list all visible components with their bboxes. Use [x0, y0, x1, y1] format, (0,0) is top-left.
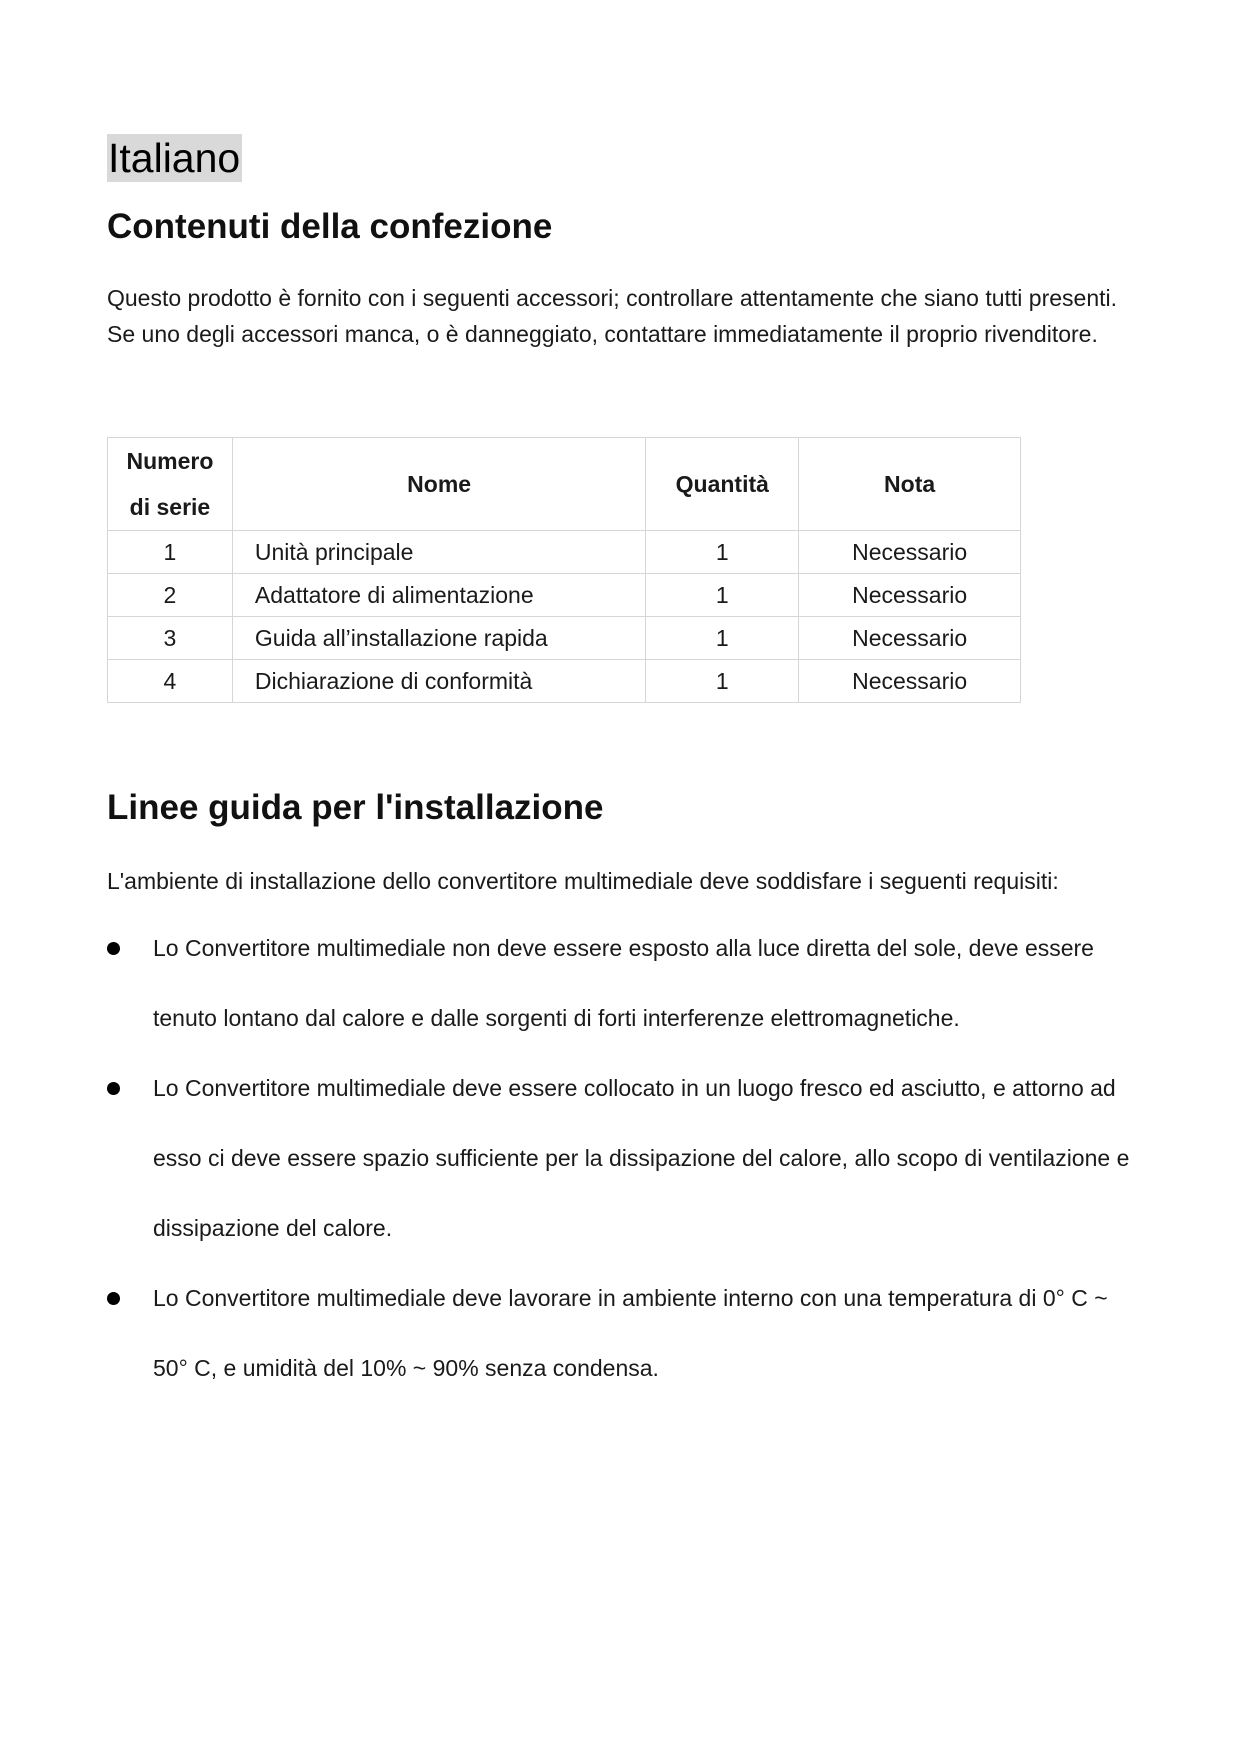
- cell-name: Adattatore di alimentazione: [232, 574, 645, 617]
- cell-quantity: 1: [646, 531, 799, 574]
- cell-name: Guida all’installazione rapida: [232, 617, 645, 660]
- header-serial-number-line2: di serie: [129, 494, 211, 520]
- package-contents-title: Contenuti della confezione: [107, 207, 553, 246]
- list-item-text: Lo Convertitore multimediale deve essere collocato in un luogo fresco ed asciutto, e attorno ad esso ci deve essere spazio sufficiente per la dissipazione del calore, allo scopo di ventilazione e dissipazione del calore.: [153, 1075, 1130, 1241]
- installation-intro-paragraph: L'ambiente di installazione dello convertitore multimediale deve soddisfare i seguenti requisiti:: [107, 868, 1059, 894]
- list-item: [107, 913, 1137, 1053]
- header-quantity: Quantità: [646, 438, 799, 531]
- cell-name: Unità principale: [232, 531, 645, 574]
- language-heading: Italiano: [108, 135, 241, 181]
- header-serial-number-line1: Numero: [126, 448, 214, 474]
- cell-note: Necessario: [799, 617, 1021, 660]
- list-item-text: Lo Convertitore multimediale deve lavorare in ambiente interno con una temperatura di 0° C ~ 50° C, e umidità del 10% ~ 90% senza condensa.: [153, 1285, 1108, 1381]
- table-row: [108, 617, 1021, 660]
- header-name: Nome: [232, 438, 645, 531]
- table-header-row: [108, 438, 1021, 531]
- installation-requirements-list: [107, 913, 1137, 1403]
- cell-name: Dichiarazione di conformità: [232, 660, 645, 703]
- bullet-dot-icon: [107, 942, 120, 955]
- package-contents-table: [107, 437, 1021, 703]
- cell-number: 2: [108, 574, 233, 617]
- cell-quantity: 1: [646, 660, 799, 703]
- cell-quantity: 1: [646, 574, 799, 617]
- list-item: [107, 1053, 1137, 1263]
- cell-quantity: 1: [646, 617, 799, 660]
- cell-number: 4: [108, 660, 233, 703]
- list-item-text: Lo Convertitore multimediale non deve essere esposto alla luce diretta del sole, deve essere tenuto lontano dal calore e dalle sorgenti di forti interferenze elettromagnetiche.: [153, 935, 1094, 1031]
- bullet-dot-icon: [107, 1082, 120, 1095]
- cell-note: Necessario: [799, 660, 1021, 703]
- cell-note: Necessario: [799, 574, 1021, 617]
- bullet-dot-icon: [107, 1292, 120, 1305]
- table-row: [108, 660, 1021, 703]
- list-item: [107, 1263, 1137, 1403]
- table-row: [108, 531, 1021, 574]
- cell-number: 1: [108, 531, 233, 574]
- cell-note: Necessario: [799, 531, 1021, 574]
- table-row: [108, 574, 1021, 617]
- installation-guidelines-title: Linee guida per l'installazione: [107, 788, 604, 827]
- header-serial-number: [108, 438, 233, 531]
- package-intro-paragraph: Questo prodotto è fornito con i seguenti accessori; controllare attentamente che siano tutti presenti. Se uno degli accessori manca, o è danneggiato, contattare immediatamente il proprio rivenditore.: [107, 285, 1118, 347]
- cell-number: 3: [108, 617, 233, 660]
- header-note: Nota: [799, 438, 1021, 531]
